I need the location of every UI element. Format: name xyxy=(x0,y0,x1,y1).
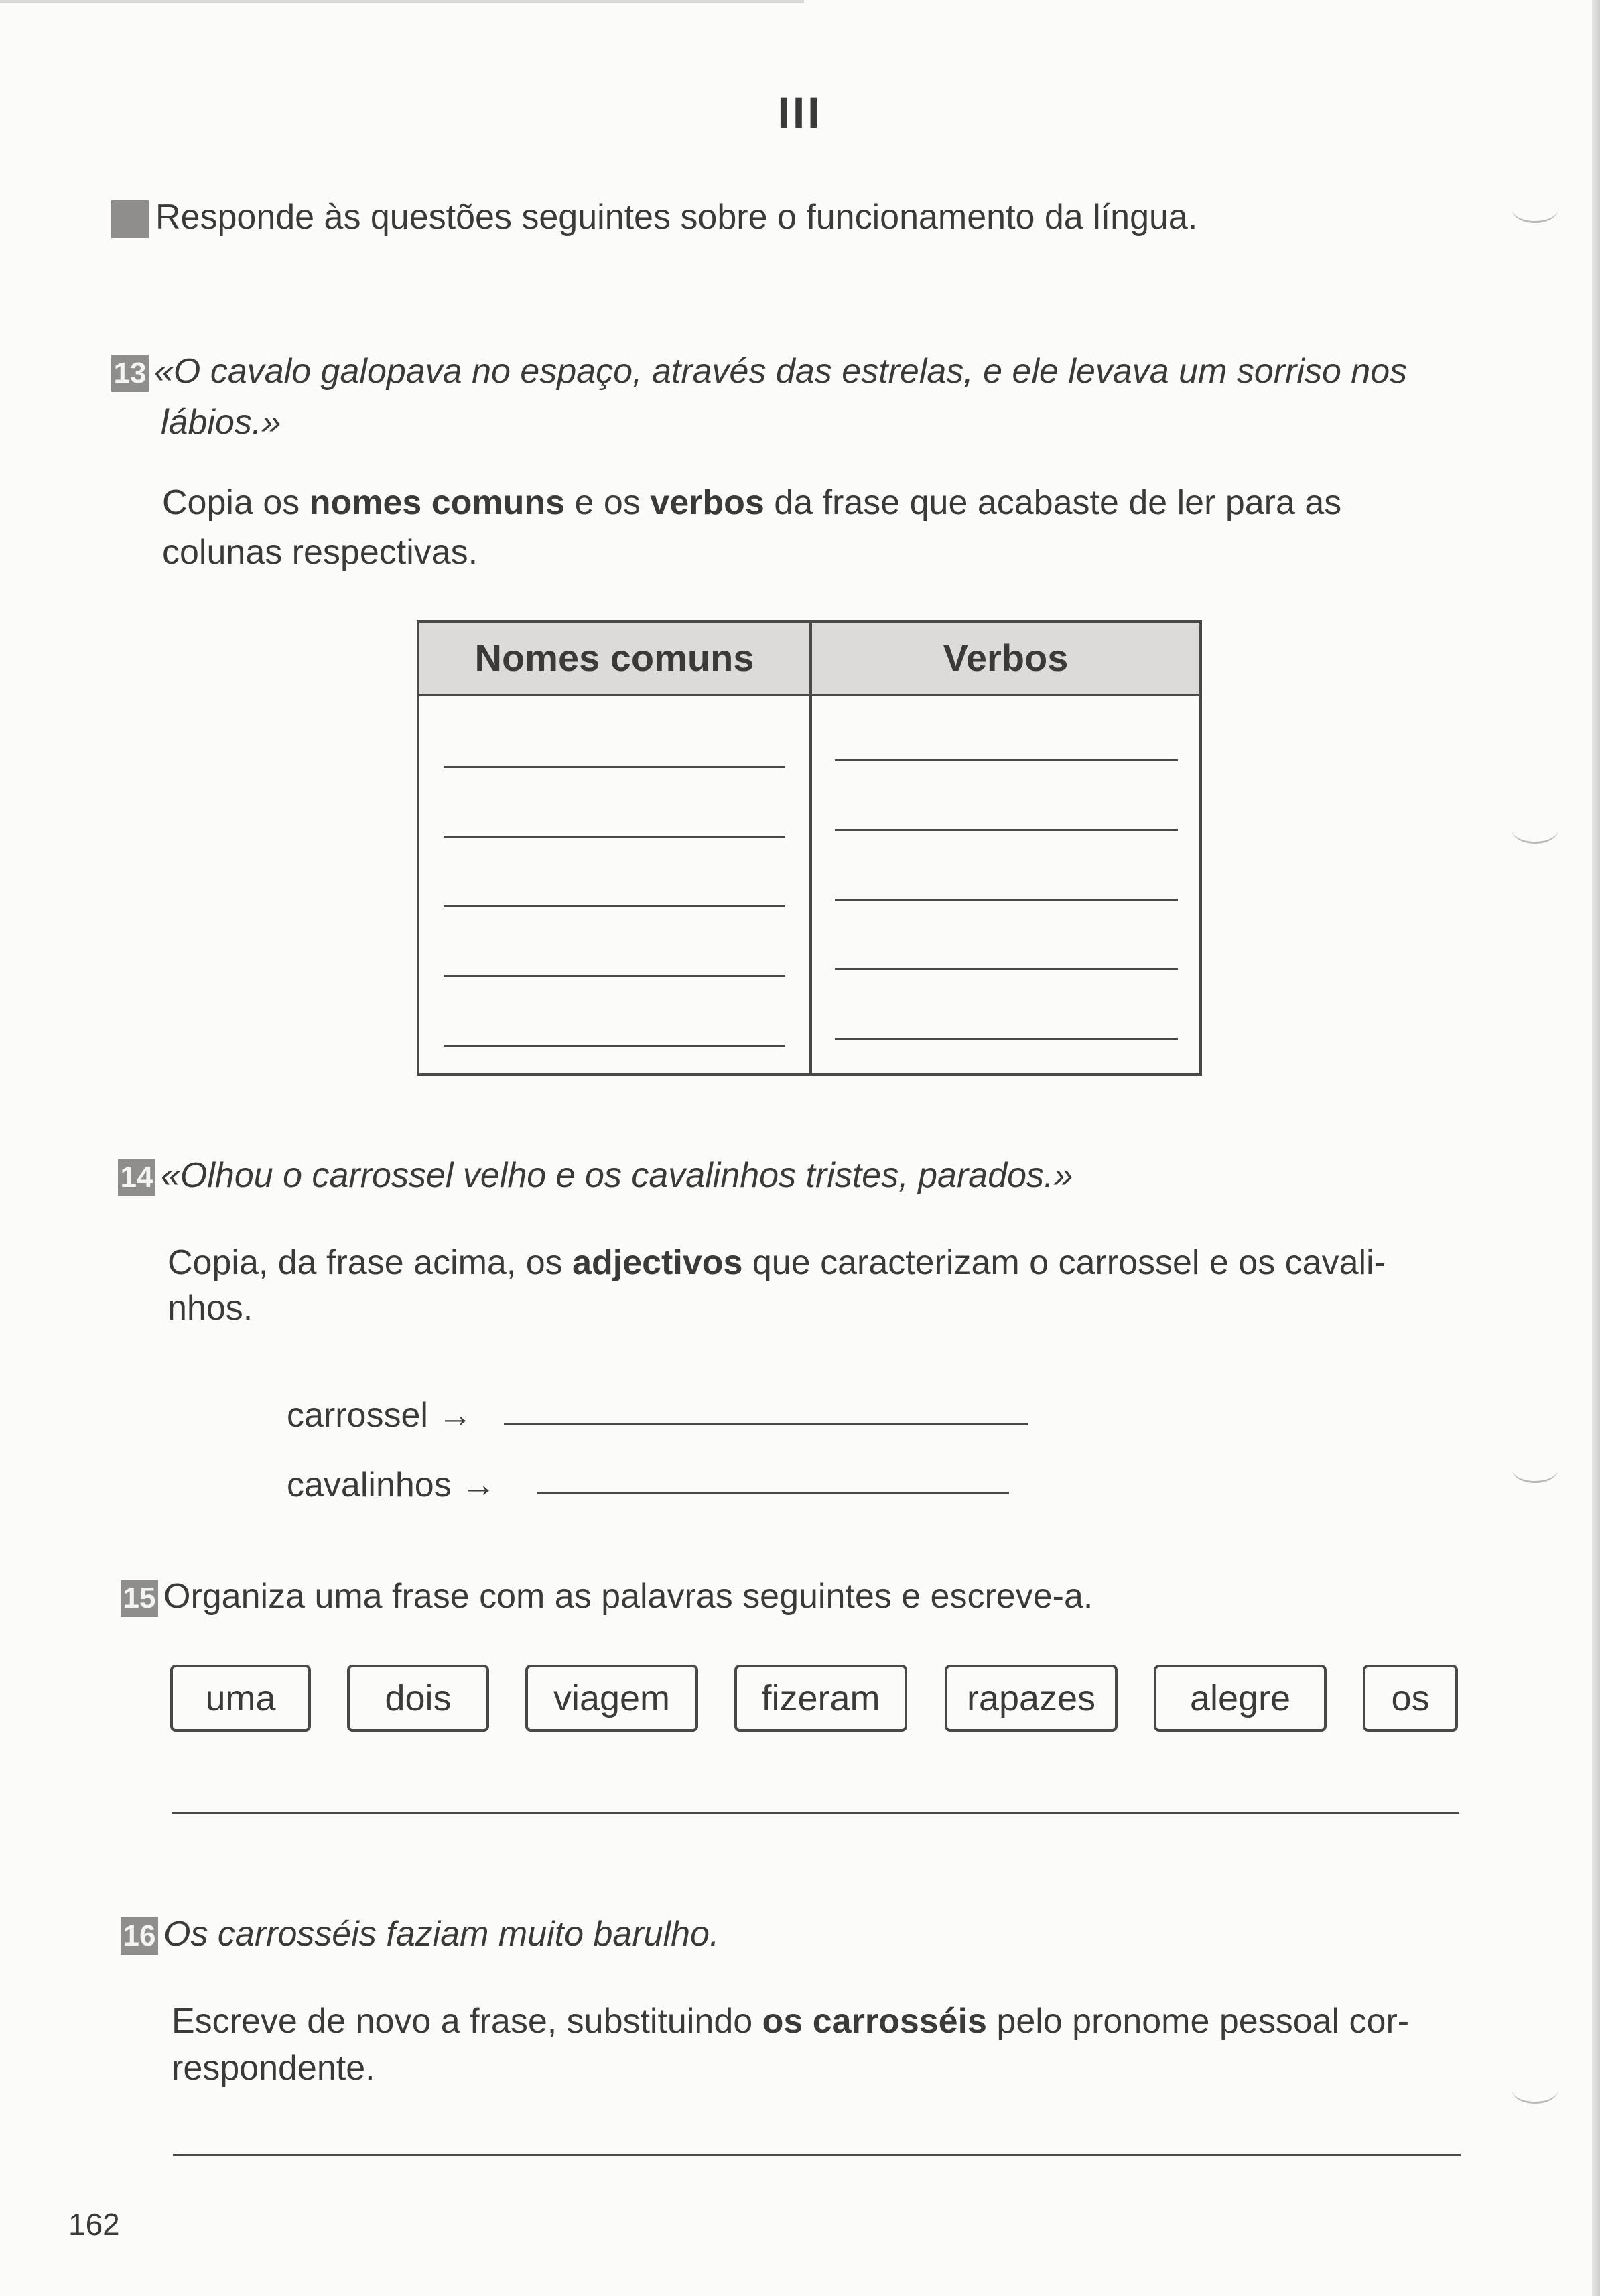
q13-task-part: da frase que acabaste de ler para as xyxy=(764,483,1342,522)
section-title: III xyxy=(777,88,823,137)
top-edge-line xyxy=(0,0,804,3)
q13-number: 13 xyxy=(111,355,149,392)
write-line-nomes[interactable] xyxy=(444,766,785,768)
word-box: viagem xyxy=(525,1665,698,1732)
write-line-verbos[interactable] xyxy=(835,759,1178,761)
q16-task-part: pelo pronome pessoal cor- xyxy=(986,2002,1410,2041)
q16-task-bold: os carrosséis xyxy=(762,2002,987,2041)
q16-number: 16 xyxy=(121,1917,158,1955)
arrow-icon: → xyxy=(461,1466,496,1505)
write-line-verbos[interactable] xyxy=(835,829,1178,831)
q16-task xyxy=(172,1998,1409,2044)
word-box: alegre xyxy=(1154,1665,1327,1732)
answer-line-carrossel[interactable] xyxy=(504,1423,1028,1425)
word-box: uma xyxy=(170,1665,311,1732)
answer-table xyxy=(417,620,1202,1076)
q13-task-bold: nomes comuns xyxy=(309,483,565,522)
q14-item-label: cavalinhos xyxy=(287,1466,452,1505)
instruction xyxy=(111,194,1197,240)
q14-task xyxy=(168,1240,1386,1285)
q15-task xyxy=(121,1574,1093,1619)
table-header-verbos: Verbos xyxy=(943,637,1069,679)
q16-task-part: Escreve de novo a frase, substituindo xyxy=(172,2002,762,2041)
q16-sentence xyxy=(121,1911,719,1957)
q14-item-cavalinhos xyxy=(287,1462,496,1508)
binder-hole-mark xyxy=(1512,815,1558,844)
q13-task xyxy=(162,480,1341,525)
q14-quote-text: «Olhou o carrossel velho e os cavalinhos tristes, parados.» xyxy=(161,1156,1073,1195)
answer-line-cavalinhos[interactable] xyxy=(537,1492,1009,1494)
q14-item-carrossel xyxy=(287,1393,472,1438)
q13-quote xyxy=(111,348,1407,394)
page-right-edge xyxy=(1592,0,1600,2296)
q13-quote-line1: «O cavalo galopava no espaço, através das estrelas, e ele levava um sorriso nos xyxy=(154,352,1408,391)
instruction-text: Responde às questões seguintes sobre o funcionamento da língua. xyxy=(155,198,1198,237)
write-line-nomes[interactable] xyxy=(444,905,785,907)
write-line-nomes[interactable] xyxy=(444,1045,785,1047)
q13-task-bold: verbos xyxy=(650,483,764,522)
q16-task-line2: respondente. xyxy=(172,2049,375,2088)
answer-line-q16[interactable] xyxy=(173,2154,1461,2156)
write-line-nomes[interactable] xyxy=(444,836,785,838)
write-line-verbos[interactable] xyxy=(835,899,1178,901)
q14-number: 14 xyxy=(118,1159,155,1196)
table-header-nomes-comuns: Nomes comuns xyxy=(474,637,754,679)
word-box: fizeram xyxy=(734,1665,907,1732)
q14-item-label: carrossel xyxy=(287,1396,428,1435)
q15-task-text: Organiza uma frase com as palavras seguintes e escreve-a. xyxy=(163,1577,1093,1616)
q13-task-part: Copia os xyxy=(162,483,310,522)
write-line-verbos[interactable] xyxy=(835,968,1178,970)
q13-task-part: e os xyxy=(565,483,651,522)
binder-hole-mark xyxy=(1512,194,1558,223)
q16-sentence-text: Os carrosséis faziam muito barulho. xyxy=(163,1915,720,1954)
write-line-verbos[interactable] xyxy=(835,1038,1178,1040)
page-number: 162 xyxy=(68,2207,120,2242)
binder-hole-mark xyxy=(1512,2075,1558,2104)
write-line-nomes[interactable] xyxy=(444,975,785,977)
q14-task-line2: nhos. xyxy=(168,1289,253,1328)
binder-hole-mark xyxy=(1512,1454,1558,1483)
q13-quote-line2: lábios.» xyxy=(161,403,281,442)
bullet-square xyxy=(111,200,149,238)
word-box: os xyxy=(1363,1665,1458,1732)
q14-task-part: que caracterizam o carrossel e os cavali- xyxy=(742,1243,1386,1282)
answer-line-q15[interactable] xyxy=(172,1812,1459,1814)
q14-quote xyxy=(118,1153,1073,1198)
q13-task-line2: colunas respectivas. xyxy=(162,533,478,572)
table-column-divider xyxy=(809,623,812,1073)
q14-task-part: Copia, da frase acima, os xyxy=(168,1243,573,1282)
q15-number: 15 xyxy=(121,1580,158,1617)
word-box: dois xyxy=(347,1665,489,1732)
word-box: rapazes xyxy=(945,1665,1118,1732)
arrow-icon: → xyxy=(438,1396,473,1435)
q14-task-bold: adjectivos xyxy=(572,1243,743,1282)
